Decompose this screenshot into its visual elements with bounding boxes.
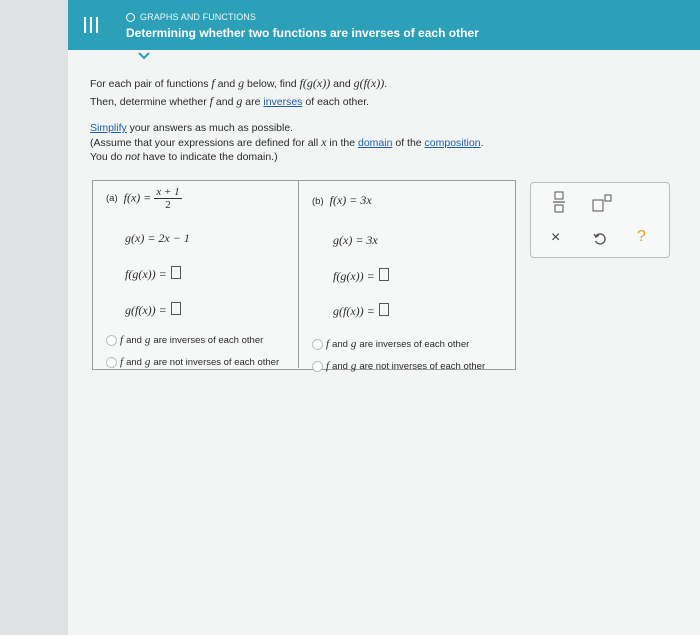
problem-divider xyxy=(298,180,299,368)
part-a-radio-inverses[interactable] xyxy=(106,335,117,346)
part-b-fg-input[interactable] xyxy=(379,268,389,281)
part-a-fg-row: f(g(x)) = xyxy=(125,266,181,282)
part-b-fg-row: f(g(x)) = xyxy=(333,268,389,284)
composition-link[interactable]: composition xyxy=(424,137,481,149)
part-b-f-definition: (b) f(x) = 3x xyxy=(312,193,372,207)
clear-icon[interactable]: × xyxy=(551,229,561,246)
simplify-link[interactable]: Simplify xyxy=(90,122,127,134)
domain-link[interactable]: domain xyxy=(357,137,393,149)
answer-note: Simplify your answers as much as possible. (Assume that your expressions are defined for all x in the domain of the composition. You do not have to indicate the domain.) xyxy=(90,122,484,163)
part-b-g-definition: g(x) = 3x xyxy=(333,233,378,247)
part-a-gf-row: g(f(x)) = xyxy=(125,302,181,318)
topic-label xyxy=(126,12,256,22)
part-b-radio-not-inverses[interactable] xyxy=(312,361,323,372)
part-b-option-inverses[interactable]: f and g are inverses of each other xyxy=(312,338,469,350)
part-a-option-not-inverses[interactable]: f and g are not inverses of each other xyxy=(106,356,279,368)
part-a-gf-input[interactable] xyxy=(171,302,181,315)
part-b-gf-input[interactable] xyxy=(379,303,389,316)
part-b-radio-inverses[interactable] xyxy=(312,339,323,350)
topic-circle-icon xyxy=(126,13,135,22)
part-a-f-definition: (a) f(x) = $\frac{x + 1}{2}$ xyxy=(106,186,180,211)
inverses-link[interactable]: inverses xyxy=(263,96,303,108)
part-b-gf-row: g(f(x)) = xyxy=(333,303,389,319)
part-a-g-definition: g(x) = 2x − 1 xyxy=(125,231,190,245)
header-bar xyxy=(68,0,700,50)
help-icon[interactable]: ? xyxy=(637,228,646,245)
part-a-radio-not-inverses[interactable] xyxy=(106,357,117,368)
exponent-icon[interactable] xyxy=(592,194,612,212)
menu-icon[interactable] xyxy=(80,14,102,36)
part-a-option-inverses[interactable]: f and g are inverses of each other xyxy=(106,334,263,346)
part-a-fg-input[interactable] xyxy=(171,266,181,279)
chevron-down-icon[interactable] xyxy=(136,51,152,61)
instructions: For each pair of functions f and g below, find f(g(x)) and g(f(x)). Then, determine whether f and g are inverses of each other. xyxy=(90,76,388,108)
undo-icon[interactable] xyxy=(593,232,607,246)
page-title: Determining whether two functions are inverses of each other xyxy=(126,26,479,40)
part-b-option-not-inverses[interactable]: f and g are not inverses of each other xyxy=(312,360,485,372)
fraction-icon[interactable] xyxy=(552,191,566,213)
topic-text: GRAPHS AND FUNCTIONS xyxy=(140,12,257,22)
